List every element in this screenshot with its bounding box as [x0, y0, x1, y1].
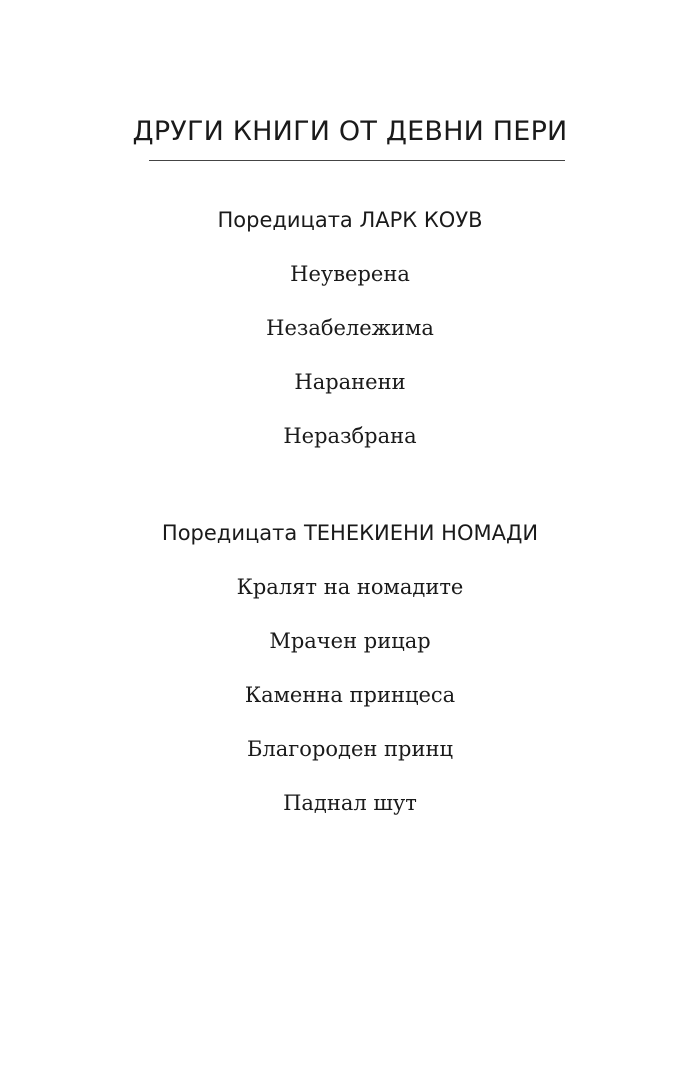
book-title: Неуверена	[290, 262, 410, 286]
book-title: Незабележима	[266, 316, 434, 340]
book-title: Наранени	[294, 370, 406, 394]
series-title	[0, 518, 700, 548]
series-name: ЛАРК КОУВ	[359, 208, 483, 232]
book-title: Мрачен рицар	[269, 629, 431, 653]
series-tin-gypsy	[0, 518, 700, 818]
book-title: Неразбрана	[283, 424, 417, 448]
series-prefix: Поредицата	[217, 208, 353, 232]
book-title: Благороден принц	[247, 737, 453, 761]
series-name: ТЕНЕКИЕНИ НОМАДИ	[303, 521, 539, 545]
series-lark-cove	[0, 205, 700, 451]
book-title: Каменна принцеса	[244, 683, 456, 707]
heading-divider	[149, 160, 565, 161]
series-prefix: Поредицата	[161, 521, 298, 545]
book-title: Кралят на номадите	[236, 575, 464, 599]
series-title	[0, 205, 700, 235]
page-heading: ДРУГИ КНИГИ ОТ ДЕВНИ ПЕРИ	[132, 116, 568, 147]
book-title: Паднал шут	[283, 791, 417, 815]
